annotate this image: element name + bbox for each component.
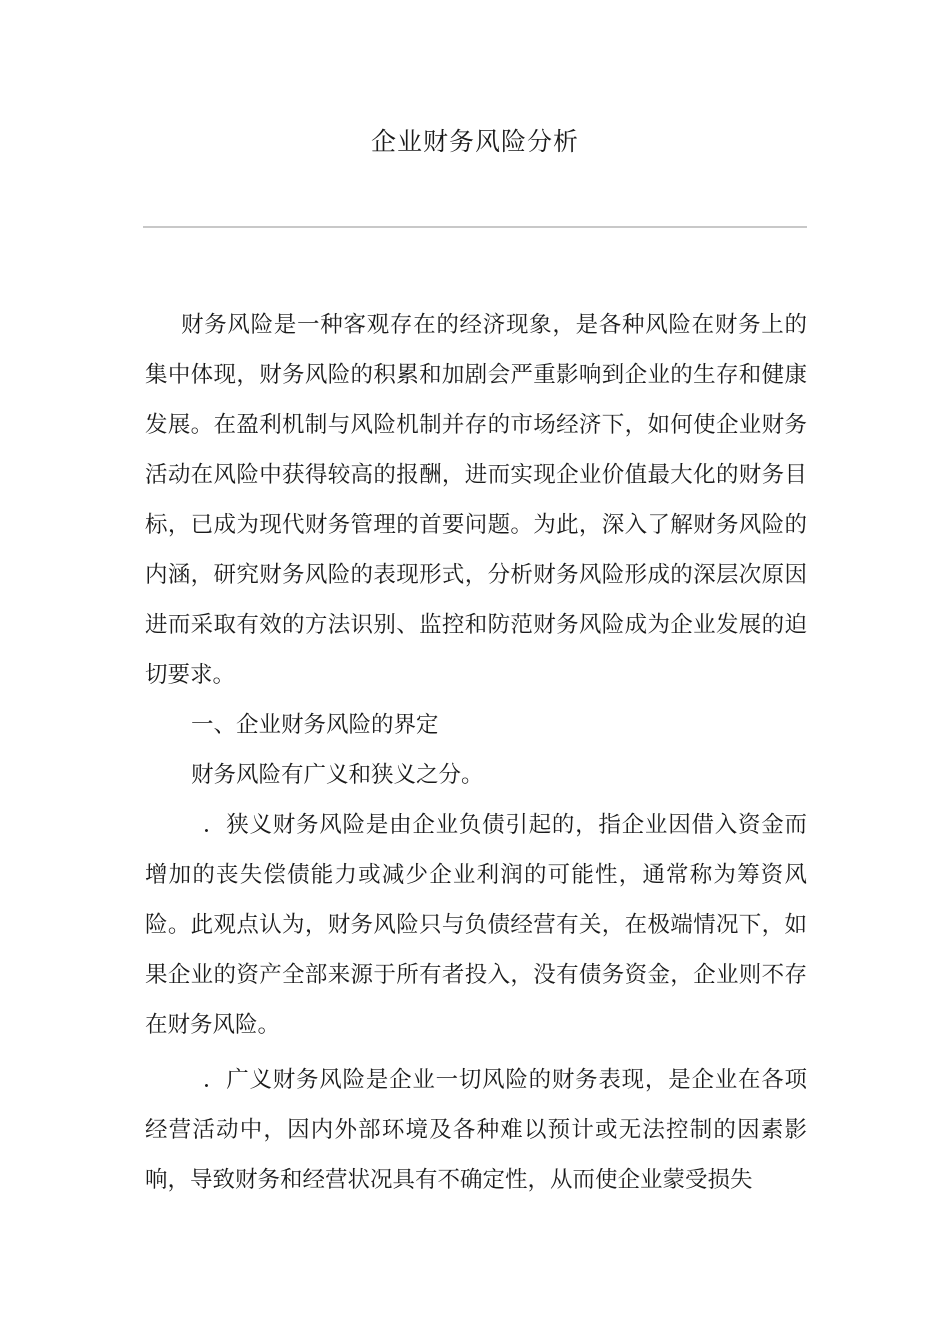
title-divider [143, 226, 807, 228]
narrow-definition-paragraph: ．狭义财务风险是由企业负债引起的，指企业因借入资金而增加的丧失偿债能力或减少企业利润的可能性，通常称为筹资风险。此观点认为，财务风险只与负债经营有关，在极端情况下，如果企业的资产全部来源于所有者投入，没有债务资金，企业则不存在财务风险。 [145, 812, 807, 1038]
broad-definition-paragraph: ．广义财务风险是企业一切风险的财务表现，是企业在各项经营活动中，因内外部环境及各种难以预计或无法控制的因素影响，导致财务和经营状况具有不确定性，从而使企业蒙受损失 [145, 1067, 807, 1193]
document-body [145, 300, 807, 1205]
document-title: 企业财务风险分析 [370, 127, 579, 156]
section-heading: 一、企业财务风险的界定 [191, 712, 439, 738]
definition-paragraph: 财务风险有广义和狭义之分。 [191, 762, 484, 788]
intro-paragraph: 财务风险是一种客观存在的经济现象，是各种风险在财务上的集中体现，财务风险的积累和加剧会严重影响到企业的生存和健康发展。在盈利机制与风险机制并存的市场经济下，如何使企业财务活动在风险中获得较高的报酬，进而实现企业价值最大化的财务目标，已成为现代财务管理的首要问题。为此，深入了解财务风险的内涵，研究财务风险的表现形式，分析财务风险形成的深层次原因 进而采取有效的方法识别、监控和防范财务风险成为企业发展的迫切要求。 [145, 312, 807, 688]
